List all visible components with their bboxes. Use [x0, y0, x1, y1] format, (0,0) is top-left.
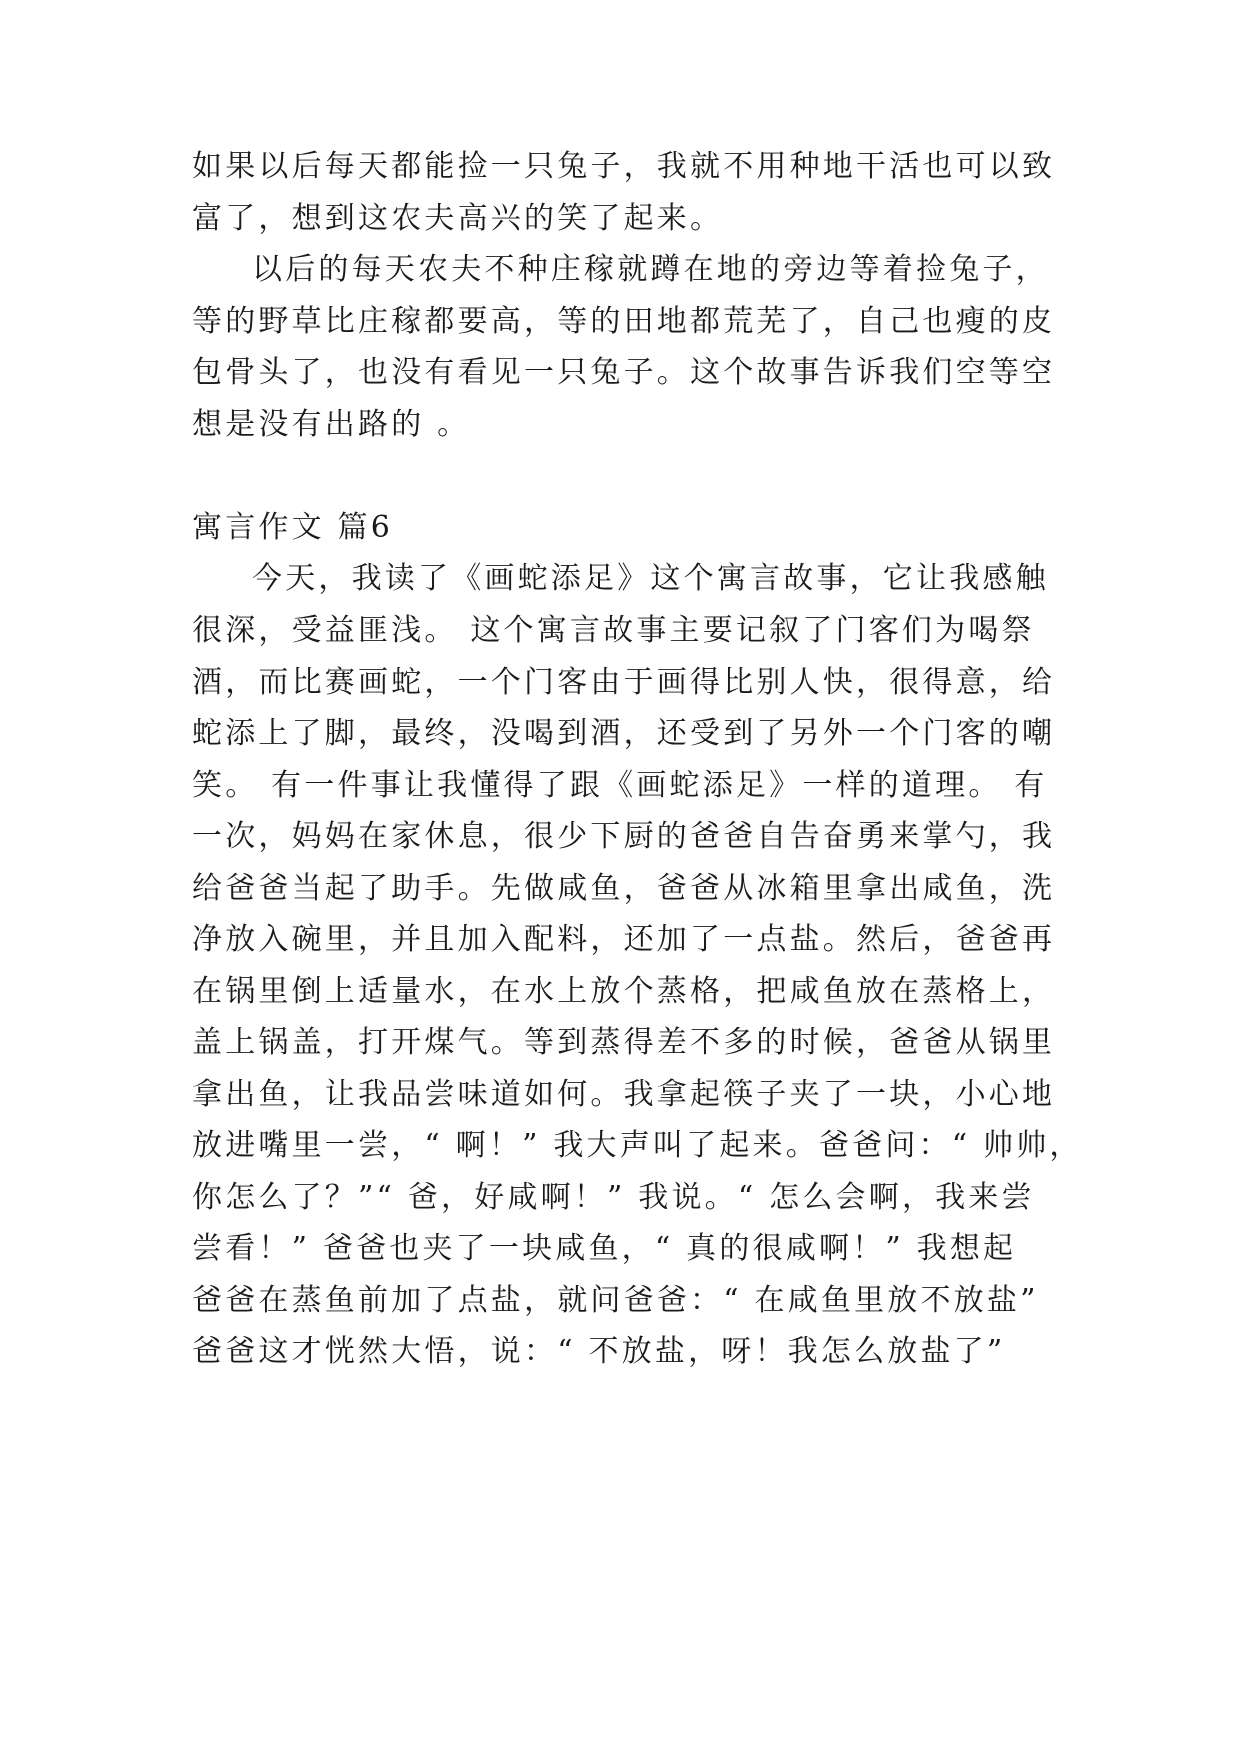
text-line: 酒，而比赛画蛇，一个门客由于画得比别人快，很得意，给: [192, 665, 1056, 700]
text-line: 以后的每天农夫不种庄稼就蹲在地的旁边等着捡兔子，: [252, 252, 1049, 287]
text-line: 盖上锅盖，打开煤气。等到蒸得差不多的时候，爸爸从锅里: [192, 1025, 1056, 1060]
text-line: 你怎么了？”“ 爸，好咸啊！” 我说。“ 怎么会啊，我来尝: [192, 1180, 1035, 1215]
text-line: 蛇添上了脚，最终，没喝到酒，还受到了另外一个门客的嘲: [192, 716, 1056, 751]
text-line: 一次，妈妈在家休息，很少下厨的爸爸自告奋勇来掌勺，我: [192, 819, 1056, 854]
text-line: 富了，想到这农夫高兴的笑了起来。: [192, 201, 724, 236]
text-line: 尝看！” 爸爸也夹了一块咸鱼，“ 真的很咸啊！” 我想起: [192, 1231, 1017, 1266]
text-line: 放进嘴里一尝，“ 啊！” 我大声叫了起来。爸爸问：“ 帅帅，: [192, 1128, 1083, 1163]
text-line: 爸爸在蒸鱼前加了点盐，就问爸爸：“ 在咸鱼里放不放盐”: [192, 1283, 1039, 1318]
text-line: 爸爸这才恍然大悟，说：“ 不放盐，呀！我怎么放盐了”: [192, 1334, 1006, 1369]
text-line: 净放入碗里，并且加入配料，还加了一点盐。然后，爸爸再: [192, 922, 1056, 957]
text-line: 给爸爸当起了助手。先做咸鱼，爸爸从冰箱里拿出咸鱼，洗: [192, 871, 1056, 906]
text-line: 等的野草比庄稼都要高，等的田地都荒芜了，自己也瘦的皮: [192, 304, 1056, 339]
text-line: 今天，我读了《画蛇添足》这个寓言故事，它让我感触: [252, 561, 1049, 596]
section-heading: 寓言作文 篇6: [192, 510, 394, 545]
text-line: 拿出鱼，让我品尝味道如何。我拿起筷子夹了一块，小心地: [192, 1077, 1056, 1112]
text-line: 想是没有出路的 。: [192, 407, 471, 442]
text-line: 在锅里倒上适量水，在水上放个蒸格，把咸鱼放在蒸格上，: [192, 974, 1056, 1009]
text-line: 包骨头了，也没有看见一只兔子。这个故事告诉我们空等空: [192, 355, 1056, 390]
text-line: 笑。 有一件事让我懂得了跟《画蛇添足》一样的道理。 有: [192, 768, 1048, 803]
text-line: 如果以后每天都能捡一只兔子，我就不用种地干活也可以致: [192, 149, 1056, 184]
text-line: 很深，受益匪浅。 这个寓言故事主要记叙了门客们为喝祭: [192, 613, 1035, 648]
